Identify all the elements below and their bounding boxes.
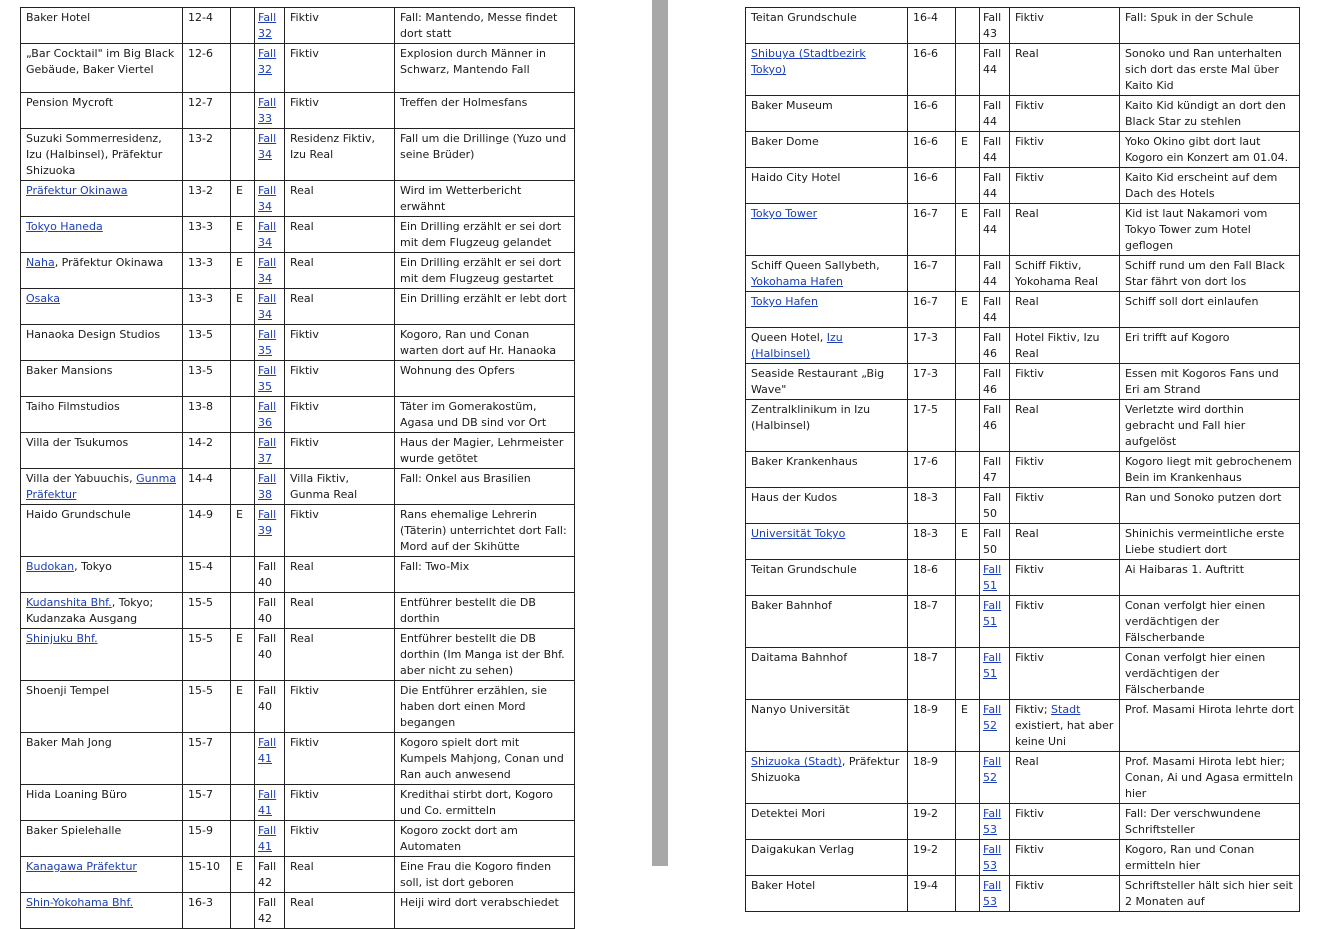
- e-marker-cell: E: [961, 135, 968, 148]
- case-cell[interactable]: Fall 34: [258, 256, 277, 285]
- table-row: [21, 397, 575, 433]
- type-cell: Real: [290, 292, 314, 305]
- location-cell: Teitan Grundschule: [751, 11, 857, 24]
- table-row: [21, 8, 575, 44]
- note-cell: Treffen der Holmesfans: [400, 96, 528, 109]
- table-row: [21, 629, 575, 681]
- type-cell: Fiktiv: [290, 47, 319, 60]
- note-cell: Die Entführer erzählen, sie haben dort einen Mord begangen: [400, 684, 548, 729]
- episode-cell: 15-9: [188, 824, 213, 837]
- table-row: [21, 681, 575, 733]
- case-cell[interactable]: Fall 53: [983, 807, 1002, 836]
- location-link[interactable]: Budokan: [26, 560, 75, 573]
- type-cell: Fiktiv: [290, 11, 319, 24]
- table-row: [21, 857, 575, 893]
- location-cell: Baker Dome: [751, 135, 819, 148]
- location-cell: Haido City Hotel: [751, 171, 841, 184]
- case-cell: Fall 44: [983, 259, 1002, 288]
- type-cell: Fiktiv: [1015, 807, 1044, 820]
- table-row: [21, 469, 575, 505]
- type-cell: Fiktiv: [290, 824, 319, 837]
- table-row: [746, 96, 1300, 132]
- table-row: [746, 596, 1300, 648]
- note-cell: Täter im Gomerakostüm, Agasa und DB sind vor Ort: [400, 400, 547, 429]
- case-cell: Fall 46: [983, 403, 1002, 432]
- episode-cell: 19-4: [913, 879, 938, 892]
- case-cell: Fall 44: [983, 171, 1002, 200]
- table-row: [21, 44, 575, 93]
- case-cell[interactable]: Fall 34: [258, 220, 277, 249]
- note-cell: Schiff soll dort einlaufen: [1125, 295, 1259, 308]
- note-cell: Ein Drilling erzählt er sei dort mit dem Flugzeug gelandet: [400, 220, 562, 249]
- location-cell[interactable]: Präfektur Okinawa: [26, 184, 128, 197]
- table-row: [746, 44, 1300, 96]
- table-row: [21, 93, 575, 129]
- episode-cell: 15-5: [188, 596, 213, 609]
- location-cell: Queen Hotel, Izu (Halbinsel): [751, 331, 843, 360]
- location-cell: Baker Bahnhof: [751, 599, 832, 612]
- location-cell[interactable]: Tokyo Hafen: [751, 295, 818, 308]
- note-cell: Fall: Spuk in der Schule: [1125, 11, 1254, 24]
- episode-cell: 18-9: [913, 755, 938, 768]
- episode-cell: 13-5: [188, 328, 213, 341]
- table-row: [21, 253, 575, 289]
- case-cell[interactable]: Fall 53: [983, 879, 1002, 908]
- note-cell: Entführer bestellt die DB dorthin: [400, 596, 536, 625]
- case-cell[interactable]: Fall 35: [258, 364, 277, 393]
- table-row: [746, 804, 1300, 840]
- e-marker-cell: E: [236, 292, 243, 305]
- type-cell: Real: [1015, 295, 1039, 308]
- location-cell[interactable]: Shin-Yokohama Bhf.: [26, 896, 134, 909]
- episode-cell: 16-7: [913, 259, 938, 272]
- location-cell: Hanaoka Design Studios: [26, 328, 161, 341]
- type-link[interactable]: Stadt: [1051, 703, 1081, 716]
- location-cell: Villa der Yabuuchis, Gunma Präfektur: [26, 472, 177, 501]
- episode-cell: 15-7: [188, 736, 213, 749]
- note-cell: Sonoko und Ran unterhalten sich dort das erste Mal über Kaito Kid: [1125, 47, 1282, 92]
- episode-cell: 19-2: [913, 807, 938, 820]
- type-cell: Fiktiv: [1015, 11, 1044, 24]
- table-row: [21, 181, 575, 217]
- note-cell: Kogoro liegt mit gebrochenem Bein im Krankenhaus: [1125, 455, 1292, 484]
- case-cell: Fall 50: [983, 527, 1002, 556]
- case-cell: Fall 40: [258, 632, 277, 661]
- type-cell: Fiktiv: [1015, 599, 1044, 612]
- episode-cell: 15-4: [188, 560, 213, 573]
- case-cell[interactable]: Fall 32: [258, 47, 277, 76]
- note-cell: Heiji wird dort verabschiedet: [400, 896, 559, 909]
- location-link[interactable]: Gunma Präfektur: [26, 472, 177, 501]
- episode-cell: 18-3: [913, 527, 938, 540]
- episode-cell: 16-3: [188, 896, 213, 909]
- episode-cell: 16-7: [913, 295, 938, 308]
- case-cell[interactable]: Fall 52: [983, 755, 1002, 784]
- e-marker-cell: E: [236, 256, 243, 269]
- case-cell: Fall 40: [258, 596, 277, 625]
- table-row: [746, 400, 1300, 452]
- note-cell: Wohnung des Opfers: [400, 364, 515, 377]
- location-cell[interactable]: Shibuya (Stadtbezirk Tokyo): [751, 47, 866, 76]
- note-cell: Schiff rund um den Fall Black Star fährt von dort los: [1125, 259, 1285, 288]
- episode-cell: 13-3: [188, 256, 213, 269]
- table-row: [746, 840, 1300, 876]
- episode-cell: 13-8: [188, 400, 213, 413]
- episode-cell: 15-10: [188, 860, 220, 873]
- location-cell[interactable]: Universität Tokyo: [751, 527, 846, 540]
- episode-cell: 12-6: [188, 47, 213, 60]
- table-row: [21, 217, 575, 253]
- e-marker-cell: E: [236, 184, 243, 197]
- case-cell[interactable]: Fall 35: [258, 328, 277, 357]
- type-cell: Fiktiv: [1015, 879, 1044, 892]
- table-row: [746, 452, 1300, 488]
- table-row: [21, 893, 575, 929]
- e-marker-cell: E: [236, 220, 243, 233]
- table-row: [746, 292, 1300, 328]
- location-cell[interactable]: Tokyo Haneda: [26, 220, 103, 233]
- case-cell: Fall 47: [983, 455, 1002, 484]
- location-link[interactable]: Yokohama Hafen: [751, 275, 843, 288]
- episode-cell: 18-6: [913, 563, 938, 576]
- type-cell: Fiktiv: [1015, 171, 1044, 184]
- table-row: [21, 129, 575, 181]
- note-cell: Fall um die Drillinge (Yuzo und seine Brüder): [400, 132, 567, 161]
- case-cell: Fall 46: [983, 367, 1002, 396]
- note-cell: Fall: Mantendo, Messe findet dort statt: [400, 11, 558, 40]
- type-cell: Fiktiv: [290, 96, 319, 109]
- location-cell: Daitama Bahnhof: [751, 651, 848, 664]
- location-cell: „Bar Cocktail" im Big Black Gebäude, Baker Viertel: [26, 47, 175, 76]
- type-cell: Real: [290, 220, 314, 233]
- locations-table-left: [20, 7, 575, 929]
- table-row: [21, 821, 575, 857]
- table-row: [746, 132, 1300, 168]
- note-cell: Conan verfolgt hier einen verdächtigen der Fälscherbande: [1125, 599, 1266, 644]
- case-cell: Fall 44: [983, 99, 1002, 128]
- type-cell: Real: [1015, 403, 1039, 416]
- note-cell: Kogoro spielt dort mit Kumpels Mahjong, Conan und Ran auch anwesend: [400, 736, 564, 781]
- case-cell: Fall 42: [258, 860, 277, 889]
- case-cell: Fall 40: [258, 684, 277, 713]
- type-cell: Fiktiv: [1015, 135, 1044, 148]
- location-link[interactable]: Izu (Halbinsel): [751, 331, 843, 360]
- page-gutter: [652, 0, 668, 866]
- location-cell: Naha, Präfektur Okinawa: [26, 256, 164, 269]
- case-cell[interactable]: Fall 52: [983, 703, 1002, 732]
- location-cell: Detektei Mori: [751, 807, 826, 820]
- type-cell: Real: [290, 596, 314, 609]
- type-cell: Hotel Fiktiv, Izu Real: [1015, 331, 1100, 360]
- type-cell: Villa Fiktiv, Gunma Real: [290, 472, 358, 501]
- note-cell: Ein Drilling erzählt er lebt dort: [400, 292, 567, 305]
- case-cell[interactable]: Fall 41: [258, 824, 277, 853]
- table-row: [746, 648, 1300, 700]
- table-row: [746, 752, 1300, 804]
- note-cell: Ran und Sonoko putzen dort: [1125, 491, 1282, 504]
- note-cell: Prof. Masami Hirota lebt hier; Conan, Ai und Agasa ermitteln hier: [1125, 755, 1294, 800]
- note-cell: Kogoro, Ran und Conan ermitteln hier: [1125, 843, 1255, 872]
- location-cell: Baker Spielehalle: [26, 824, 122, 837]
- episode-cell: 17-3: [913, 367, 938, 380]
- note-cell: Fall: Der verschwundene Schriftsteller: [1125, 807, 1261, 836]
- case-cell[interactable]: Fall 37: [258, 436, 277, 465]
- case-cell[interactable]: Fall 33: [258, 96, 277, 125]
- e-marker-cell: E: [961, 527, 968, 540]
- type-cell: Fiktiv: [1015, 455, 1044, 468]
- location-cell: Kudanshita Bhf., Tokyo; Kudanzaka Ausgang: [26, 596, 154, 625]
- table-row: [746, 560, 1300, 596]
- episode-cell: 17-3: [913, 331, 938, 344]
- e-marker-cell: E: [961, 207, 968, 220]
- table-row: [746, 364, 1300, 400]
- case-cell[interactable]: Fall 34: [258, 184, 277, 213]
- note-cell: Entführer bestellt die DB dorthin (Im Manga ist der Bhf. aber nicht zu sehen): [400, 632, 565, 677]
- type-cell: Fiktiv: [290, 400, 319, 413]
- table-row: [746, 328, 1300, 364]
- type-cell: Fiktiv: [1015, 651, 1044, 664]
- type-cell: Fiktiv: [290, 328, 319, 341]
- note-cell: Kogoro zockt dort am Automaten: [400, 824, 518, 853]
- episode-cell: 14-4: [188, 472, 213, 485]
- note-cell: Ein Drilling erzählt er sei dort mit dem Flugzeug gestartet: [400, 256, 562, 285]
- type-cell: Real: [290, 560, 314, 573]
- case-cell: Fall 44: [983, 207, 1002, 236]
- case-cell: Fall 46: [983, 331, 1002, 360]
- type-cell: Real: [1015, 755, 1039, 768]
- table-row: [21, 505, 575, 557]
- type-cell: Fiktiv: [1015, 99, 1044, 112]
- case-cell[interactable]: Fall 41: [258, 736, 277, 765]
- case-cell: Fall 44: [983, 47, 1002, 76]
- case-cell: Fall 40: [258, 560, 277, 589]
- episode-cell: 12-7: [188, 96, 213, 109]
- table-row: [746, 488, 1300, 524]
- location-cell: Shizuoka (Stadt), Präfektur Shizuoka: [751, 755, 900, 784]
- case-cell[interactable]: Fall 38: [258, 472, 277, 501]
- table-row: [746, 876, 1300, 912]
- note-cell: Essen mit Kogoros Fans und Eri am Strand: [1125, 367, 1279, 396]
- table-row: [746, 524, 1300, 560]
- note-cell: Kaito Kid kündigt an dort den Black Star zu stehlen: [1125, 99, 1286, 128]
- type-cell: Fiktiv: [290, 736, 319, 749]
- case-cell[interactable]: Fall 51: [983, 563, 1002, 592]
- episode-cell: 18-3: [913, 491, 938, 504]
- note-cell: Eri trifft auf Kogoro: [1125, 331, 1230, 344]
- episode-cell: 14-9: [188, 508, 213, 521]
- case-cell[interactable]: Fall 41: [258, 788, 277, 817]
- note-cell: Kredithai stirbt dort, Kogoro und Co. ermitteln: [400, 788, 553, 817]
- episode-cell: 19-2: [913, 843, 938, 856]
- table-row: [21, 733, 575, 785]
- episode-cell: 15-5: [188, 632, 213, 645]
- episode-cell: 13-2: [188, 184, 213, 197]
- location-cell: Baker Hotel: [26, 11, 91, 24]
- location-cell[interactable]: Osaka: [26, 292, 61, 305]
- type-cell: Real: [290, 184, 314, 197]
- type-cell: Fiktiv: [290, 436, 319, 449]
- episode-cell: 16-4: [913, 11, 938, 24]
- table-row: [746, 700, 1300, 752]
- note-cell: Fall: Two-Mix: [400, 560, 470, 573]
- location-cell: Schiff Queen Sallybeth, Yokohama Hafen: [751, 259, 880, 288]
- location-cell: Taiho Filmstudios: [26, 400, 120, 413]
- case-cell: Fall 42: [258, 896, 277, 925]
- episode-cell: 16-7: [913, 207, 938, 220]
- type-cell: Real: [290, 256, 314, 269]
- table-row: [746, 168, 1300, 204]
- case-cell[interactable]: Fall 51: [983, 599, 1002, 628]
- locations-table-right: [745, 7, 1300, 912]
- episode-cell: 14-2: [188, 436, 213, 449]
- location-link[interactable]: Naha: [26, 256, 55, 269]
- episode-cell: 18-9: [913, 703, 938, 716]
- episode-cell: 17-6: [913, 455, 938, 468]
- location-cell: Villa der Tsukumos: [26, 436, 129, 449]
- note-cell: Shinichis vermeintliche erste Liebe studiert dort: [1125, 527, 1285, 556]
- case-cell[interactable]: Fall 34: [258, 132, 277, 161]
- location-cell: Hida Loaning Büro: [26, 788, 127, 801]
- type-cell: Real: [290, 860, 314, 873]
- type-cell: Fiktiv: [1015, 563, 1044, 576]
- type-cell: Fiktiv: [1015, 843, 1044, 856]
- type-cell: Schiff Fiktiv, Yokohama Real: [1015, 259, 1099, 288]
- episode-cell: 16-6: [913, 99, 938, 112]
- type-cell: Residenz Fiktiv, Izu Real: [290, 132, 376, 161]
- note-cell: Verletzte wird dorthin gebracht und Fall hier aufgelöst: [1125, 403, 1246, 448]
- document-page-right: [668, 0, 1329, 908]
- case-cell[interactable]: Fall 36: [258, 400, 277, 429]
- episode-cell: 13-5: [188, 364, 213, 377]
- case-cell[interactable]: Fall 53: [983, 843, 1002, 872]
- e-marker-cell: E: [236, 684, 243, 697]
- table-row: [21, 433, 575, 469]
- episode-cell: 17-5: [913, 403, 938, 416]
- note-cell: Haus der Magier, Lehrmeister wurde getötet: [400, 436, 564, 465]
- case-cell[interactable]: Fall 32: [258, 11, 277, 40]
- note-cell: Eine Frau die Kogoro finden soll, ist dort geboren: [400, 860, 552, 889]
- note-cell: Explosion durch Männer in Schwarz, Mantendo Fall: [400, 47, 546, 76]
- location-cell: Seaside Restaurant „Big Wave": [751, 367, 885, 396]
- location-cell[interactable]: Shinjuku Bhf.: [26, 632, 98, 645]
- table-row: [746, 204, 1300, 256]
- note-cell: Ai Haibaras 1. Auftritt: [1125, 563, 1245, 576]
- episode-cell: 15-7: [188, 788, 213, 801]
- table-row: [21, 785, 575, 821]
- episode-cell: 12-4: [188, 11, 213, 24]
- episode-cell: 18-7: [913, 599, 938, 612]
- case-cell: Fall 43: [983, 11, 1002, 40]
- location-cell: Teitan Grundschule: [751, 563, 857, 576]
- e-marker-cell: E: [961, 295, 968, 308]
- type-cell: Fiktiv: [290, 788, 319, 801]
- table-row: [21, 361, 575, 397]
- table-row: [21, 593, 575, 629]
- case-cell[interactable]: Fall 51: [983, 651, 1002, 680]
- table-row: [746, 256, 1300, 292]
- e-marker-cell: E: [236, 632, 243, 645]
- case-cell: Fall 44: [983, 135, 1002, 164]
- location-cell: Budokan, Tokyo: [26, 560, 112, 573]
- location-link[interactable]: Kudanshita Bhf.: [26, 596, 112, 609]
- note-cell: Kid ist laut Nakamori vom Tokyo Tower zum Hotel geflogen: [1125, 207, 1268, 252]
- location-cell: Suzuki Sommerresidenz, Izu (Halbinsel), Präfektur Shizuoka: [26, 132, 163, 177]
- note-cell: Fall: Onkel aus Brasilien: [400, 472, 531, 485]
- type-cell: Real: [1015, 47, 1039, 60]
- episode-cell: 15-5: [188, 684, 213, 697]
- location-cell: Nanyo Universität: [751, 703, 850, 716]
- case-cell: Fall 44: [983, 295, 1002, 324]
- table-row: [746, 8, 1300, 44]
- table-row: [21, 557, 575, 593]
- type-cell: Fiktiv: [290, 364, 319, 377]
- type-cell: Fiktiv: [290, 684, 319, 697]
- note-cell: Conan verfolgt hier einen verdächtigen der Fälscherbande: [1125, 651, 1266, 696]
- type-cell: Fiktiv: [1015, 367, 1044, 380]
- e-marker-cell: E: [236, 508, 243, 521]
- episode-cell: 13-2: [188, 132, 213, 145]
- case-cell: Fall 50: [983, 491, 1002, 520]
- note-cell: Kaito Kid erscheint auf dem Dach des Hotels: [1125, 171, 1278, 200]
- episode-cell: 13-3: [188, 292, 213, 305]
- location-cell: Baker Mansions: [26, 364, 113, 377]
- type-cell: Fiktiv; Stadt existiert, hat aber keine Uni: [1015, 703, 1114, 748]
- location-link[interactable]: Shizuoka (Stadt): [751, 755, 842, 768]
- note-cell: Kogoro, Ran und Conan warten dort auf Hr. Hanaoka: [400, 328, 557, 357]
- type-cell: Real: [1015, 207, 1039, 220]
- location-cell: Zentralklinikum in Izu (Halbinsel): [751, 403, 871, 432]
- episode-cell: 16-6: [913, 135, 938, 148]
- type-cell: Real: [290, 632, 314, 645]
- document-page-left: [0, 0, 652, 925]
- note-cell: Yoko Okino gibt dort laut Kogoro ein Konzert am 01.04.: [1125, 135, 1289, 164]
- e-marker-cell: E: [236, 860, 243, 873]
- location-cell: Haido Grundschule: [26, 508, 131, 521]
- note-cell: Schriftsteller hält sich hier seit 2 Monaten auf: [1125, 879, 1293, 908]
- location-cell: Baker Museum: [751, 99, 833, 112]
- table-row: [21, 289, 575, 325]
- e-marker-cell: E: [961, 703, 968, 716]
- note-cell: Wird im Wetterbericht erwähnt: [400, 184, 522, 213]
- location-cell: Shoenji Tempel: [26, 684, 110, 697]
- location-cell: Baker Mah Jong: [26, 736, 112, 749]
- location-cell: Baker Hotel: [751, 879, 816, 892]
- type-cell: Fiktiv: [1015, 491, 1044, 504]
- episode-cell: 16-6: [913, 47, 938, 60]
- type-cell: Real: [1015, 527, 1039, 540]
- case-cell[interactable]: Fall 34: [258, 292, 277, 321]
- table-row: [21, 325, 575, 361]
- location-cell: Baker Krankenhaus: [751, 455, 858, 468]
- case-cell[interactable]: Fall 39: [258, 508, 277, 537]
- location-cell[interactable]: Tokyo Tower: [751, 207, 818, 220]
- note-cell: Prof. Masami Hirota lehrte dort: [1125, 703, 1294, 716]
- location-cell: Daigakukan Verlag: [751, 843, 855, 856]
- location-cell: Pension Mycroft: [26, 96, 114, 109]
- episode-cell: 18-7: [913, 651, 938, 664]
- location-cell[interactable]: Kanagawa Präfektur: [26, 860, 137, 873]
- episode-cell: 16-6: [913, 171, 938, 184]
- note-cell: Rans ehemalige Lehrerin (Täterin) unterrichtet dort Fall: Mord auf der Skihütte: [400, 508, 567, 553]
- episode-cell: 13-3: [188, 220, 213, 233]
- location-cell: Haus der Kudos: [751, 491, 838, 504]
- type-cell: Real: [290, 896, 314, 909]
- type-cell: Fiktiv: [290, 508, 319, 521]
